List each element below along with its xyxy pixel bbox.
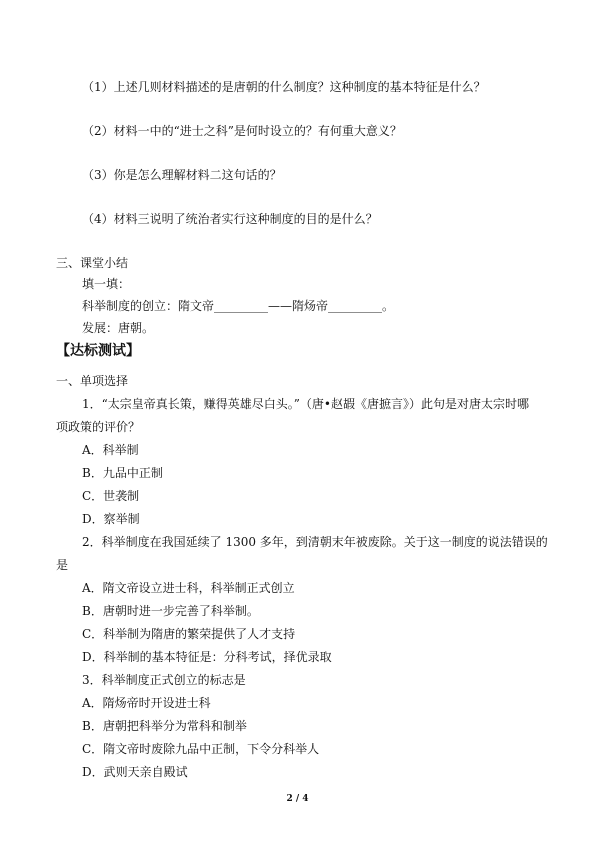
q2-option-b: B．唐朝时进一步完善了科举制。	[82, 604, 259, 618]
summary-line-development: 发展：唐朝。	[82, 321, 155, 335]
q3-option-a: A．隋炀帝时开设进士科	[82, 696, 211, 710]
summary-fill-label: 填一填：	[82, 277, 131, 291]
question-2: （2）材料一中的“进士之科”是何时设立的？有何重大意义？	[82, 124, 402, 138]
q3-option-d: D．武则天亲自殿试	[82, 765, 188, 779]
test-title: 【达标测试】	[56, 343, 140, 359]
q2-option-a: A．隋文帝设立进士科，科举制正式创立	[82, 581, 295, 595]
q1-stem-line1: 1．“太宗皇帝真长策，赚得英雄尽白头。”（唐•赵嘏《唐摭言》）此句是对唐太宗时哪	[82, 397, 529, 411]
q2-stem-line1: 2．科举制度在我国延续了 1300 多年，到清朝末年被废除。关于这一制度的说法错误的	[82, 535, 548, 549]
q1-option-c: C．世袭制	[82, 489, 140, 503]
question-3: （3）你是怎么理解材料二这句话的？	[82, 168, 282, 182]
section-single-choice: 一、单项选择	[56, 374, 129, 388]
question-1: （1）上述几则材料描述的是唐朝的什么制度？这种制度的基本特征是什么？	[82, 80, 486, 94]
q2-stem-line2: 是	[56, 558, 69, 572]
q1-option-d: D．察举制	[82, 512, 140, 526]
q1-option-a: A．科举制	[82, 443, 139, 457]
q1-stem-line2: 项政策的评价？	[56, 420, 141, 434]
question-4: （4）材料三说明了统治者实行这种制度的目的是什么？	[82, 212, 378, 226]
summary-title: 三、课堂小结	[56, 256, 129, 270]
q3-stem: 3．科举制度正式创立的标志是	[82, 673, 246, 687]
summary-line-creation: 科举制度的创立：隋文帝_________——隋炀帝_________。	[82, 299, 395, 313]
q2-option-d: D．科举制的基本特征是：分科考试，择优录取	[82, 650, 332, 664]
q2-option-c: C．科举制为隋唐的繁荣提供了人才支持	[82, 627, 296, 641]
page-number: 2 / 4	[286, 794, 309, 804]
q1-option-b: B．九品中正制	[82, 466, 163, 480]
q3-option-c: C．隋文帝时废除九品中正制，下令分科举人	[82, 742, 320, 756]
q3-option-b: B．唐朝把科举分为常科和制举	[82, 719, 247, 733]
